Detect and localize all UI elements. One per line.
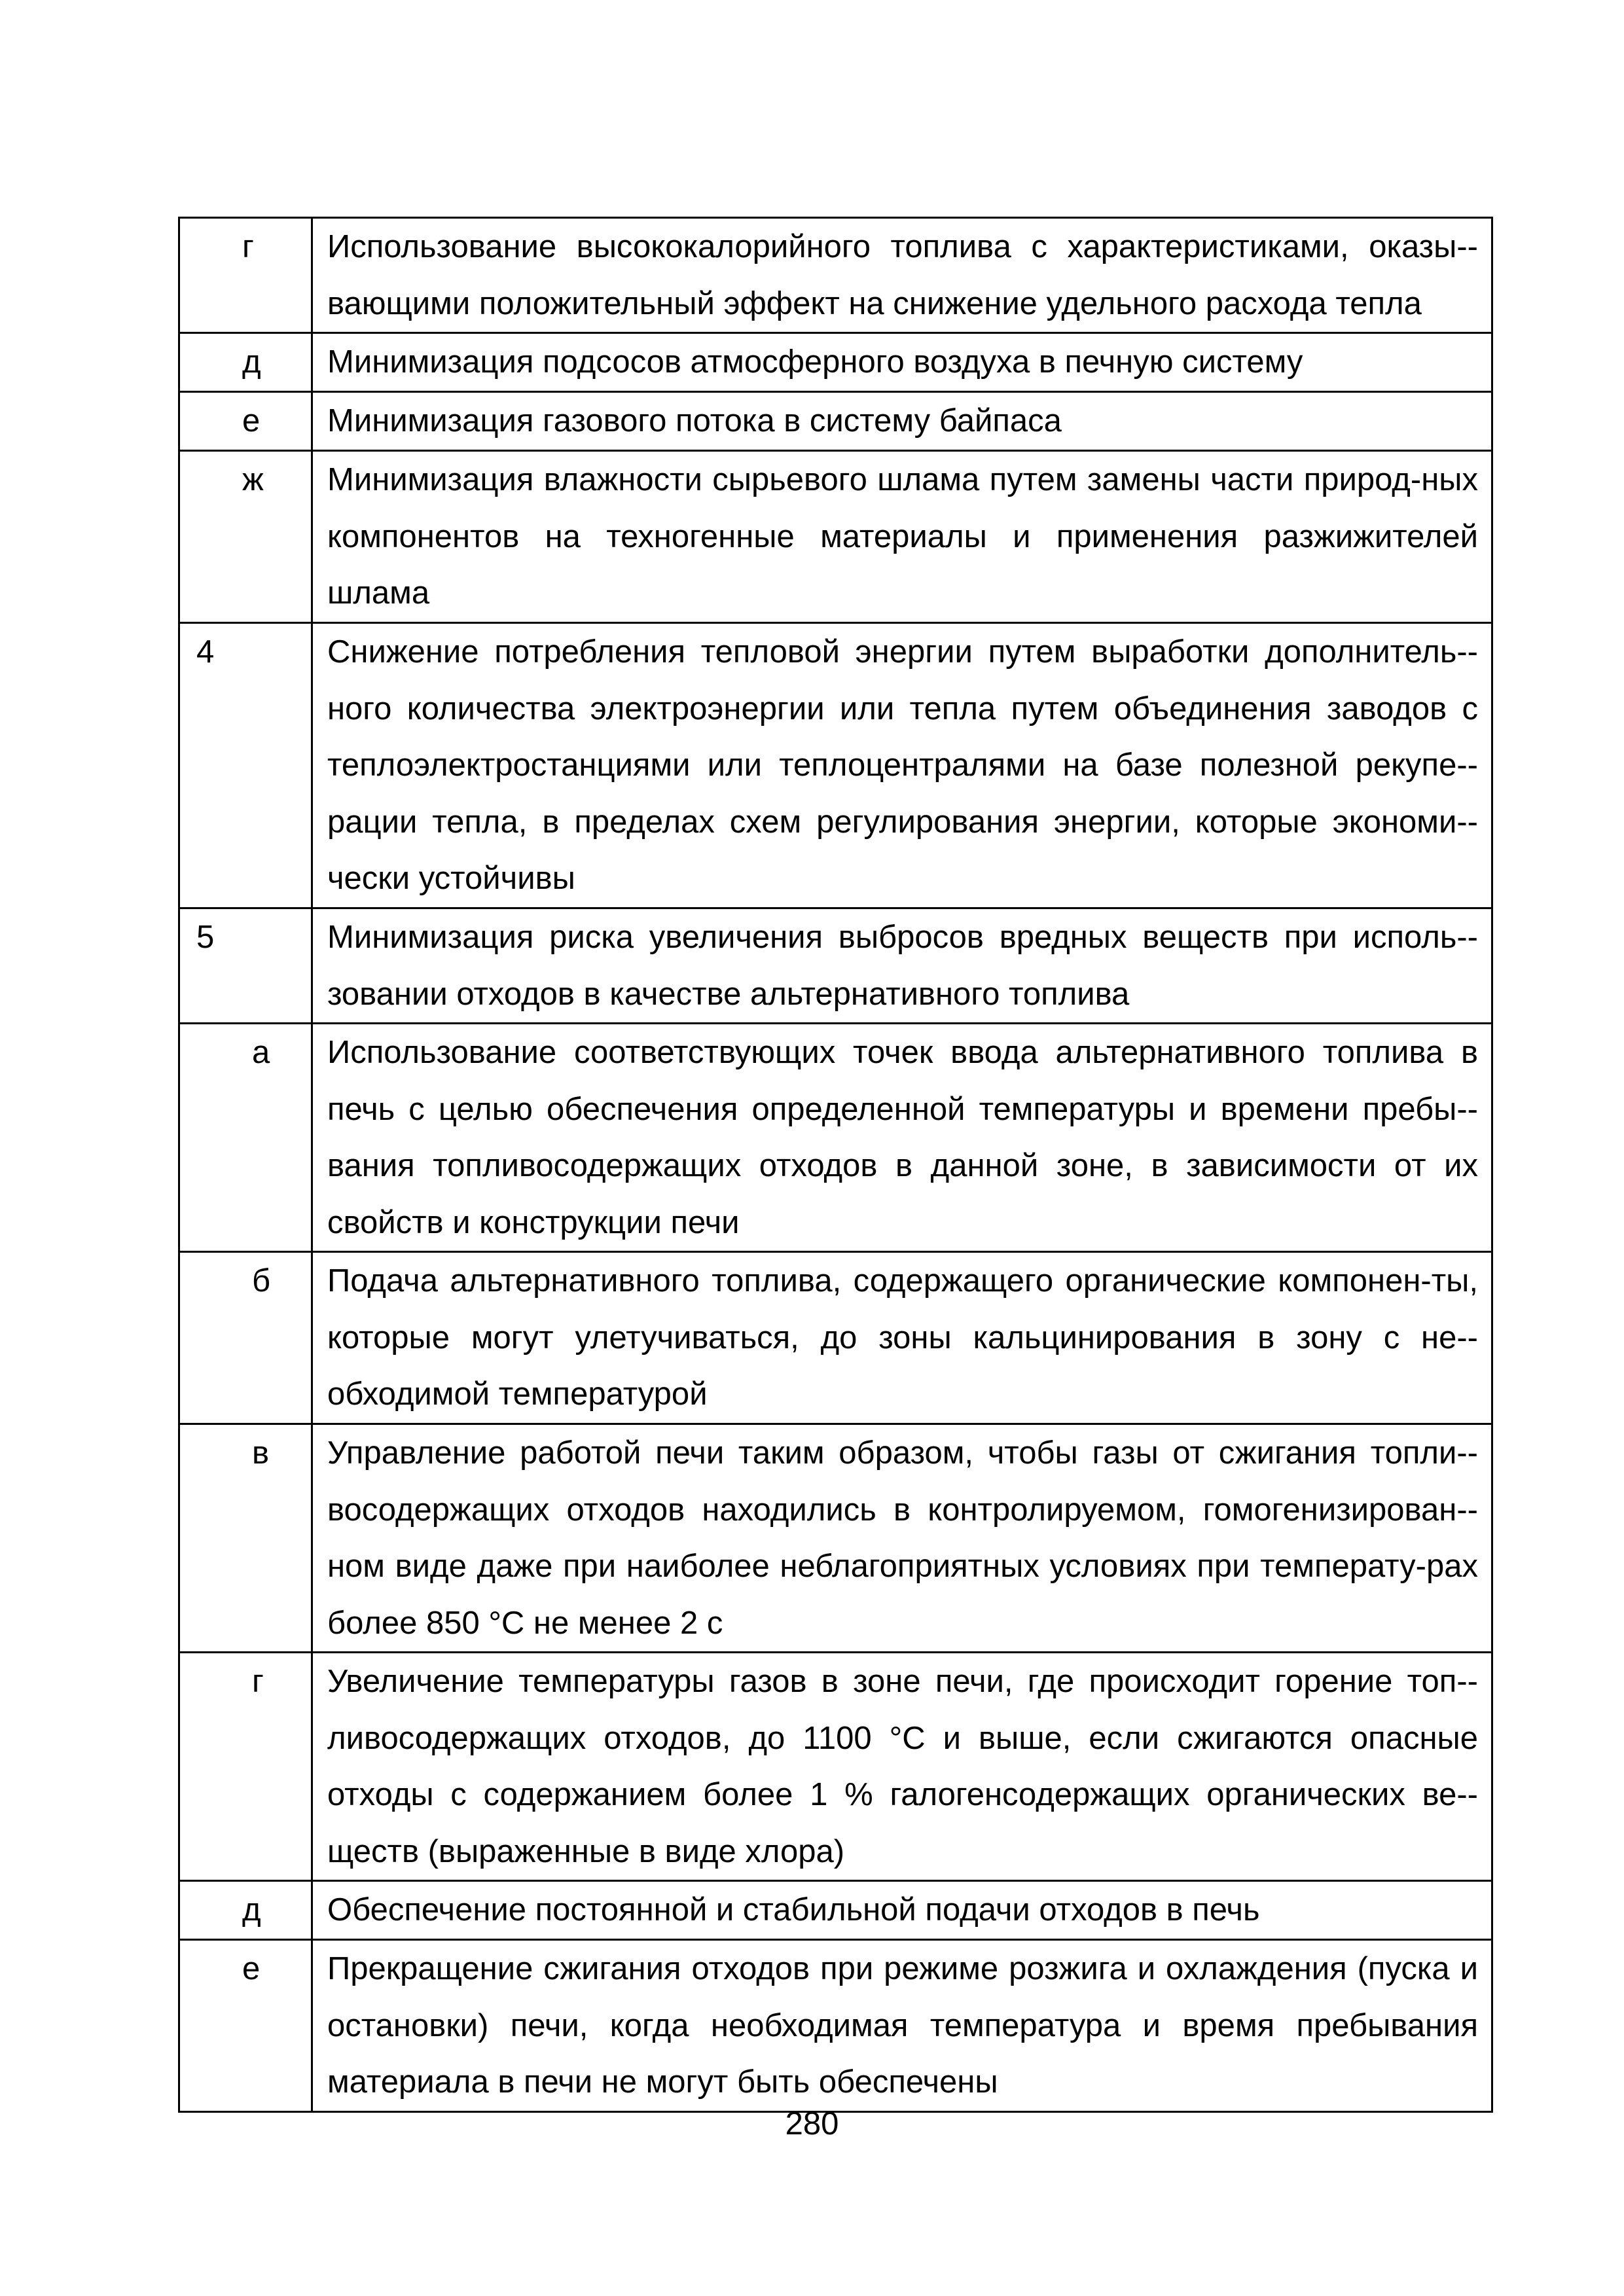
- row-number: е: [242, 1951, 261, 1986]
- row-number: в: [252, 1435, 270, 1471]
- row-text-cell: Использование высококалорийного топлива с характеристиками, оказы-вающими положительный эффект на снижение удельного расхода тепла: [312, 218, 1492, 333]
- row-number: а: [252, 1035, 270, 1070]
- table-row: [179, 1940, 1492, 2112]
- table-row: [179, 392, 1492, 451]
- table-row: [179, 451, 1492, 623]
- table-row: [179, 218, 1492, 333]
- row-number-cell: [179, 1940, 312, 2112]
- row-text-cell: Использование соответствующих точек ввода альтернативного топлива в печь с целью обеспечения определенной температуры и времени пребы-вания топливосодержащих отходов в данной зоне, в зависимости от их свойств и конструкции печи: [312, 1024, 1492, 1252]
- row-text-cell: Минимизация газового потока в систему байпаса: [312, 392, 1492, 451]
- row-number-cell: [179, 1653, 312, 1881]
- row-text-cell: Увеличение температуры газов в зоне печи, где происходит горение топ-ливосодержащих отходов, до 1100 °С и выше, если сжигаются опасные отходы с содержанием более 1 % галогенсодержащих органических ве-ществ (выраженные в виде хлора): [312, 1653, 1492, 1881]
- row-number-cell: [179, 1881, 312, 1940]
- row-number-cell: [179, 1024, 312, 1252]
- row-text-cell: Управление работой печи таким образом, чтобы газы от сжигания топли-восодержащих отходов находились в контролируемом, гомогенизирован-ном виде даже при наиболее неблагоприятных условиях при температу-рах более 850 °С не менее 2 с: [312, 1424, 1492, 1653]
- row-number: г: [252, 1664, 264, 1699]
- row-number: д: [242, 344, 261, 380]
- row-number-cell: [179, 333, 312, 392]
- row-number-cell: [179, 218, 312, 333]
- row-text-cell: Минимизация риска увеличения выбросов вредных веществ при исполь-зовании отходов в качестве альтернативного топлива: [312, 908, 1492, 1024]
- row-number: е: [242, 403, 261, 439]
- row-number: ж: [242, 462, 264, 497]
- row-number: 5: [196, 920, 215, 955]
- row-number: г: [242, 229, 254, 264]
- row-number: д: [242, 1892, 261, 1928]
- table-row: [179, 1424, 1492, 1653]
- table-row: [179, 1024, 1492, 1252]
- table-row: [179, 1252, 1492, 1424]
- row-number-cell: [179, 1252, 312, 1424]
- row-number: 4: [196, 634, 215, 670]
- table-row: [179, 908, 1492, 1024]
- row-text-cell: Подача альтернативного топлива, содержащего органические компонен-ты, которые могут улетучиваться, до зоны кальцинирования в зону с не-обходимой температурой: [312, 1252, 1492, 1424]
- measures-table: [178, 217, 1493, 2113]
- table-row: [179, 1653, 1492, 1881]
- row-number-cell: [179, 1424, 312, 1653]
- table-row: [179, 1881, 1492, 1940]
- row-number: б: [252, 1263, 271, 1299]
- table-row: [179, 333, 1492, 392]
- row-number-cell: [179, 908, 312, 1024]
- row-number-cell: [179, 451, 312, 623]
- row-text-cell: Снижение потребления тепловой энергии путем выработки дополнитель-ного количества электроэнергии или тепла путем объединения заводов с теплоэлектростанциями или теплоцентралями на базе полезной рекупе-рации тепла, в пределах схем регулирования энергии, которые экономи-чески устойчивы: [312, 623, 1492, 908]
- row-text-cell: Обеспечение постоянной и стабильной подачи отходов в печь: [312, 1881, 1492, 1940]
- table-row: [179, 623, 1492, 908]
- row-text-cell: Минимизация влажности сырьевого шлама путем замены части природ-ных компонентов на техногенные материалы и применения разжижителей шлама: [312, 451, 1492, 623]
- page-number: 280: [785, 2106, 839, 2142]
- row-text-cell: Прекращение сжигания отходов при режиме розжига и охлаждения (пуска и остановки) печи, когда необходимая температура и время пребывания материала в печи не могут быть обеспечены: [312, 1940, 1492, 2112]
- row-text-cell: Минимизация подсосов атмосферного воздуха в печную систему: [312, 333, 1492, 392]
- row-number-cell: [179, 392, 312, 451]
- row-number-cell: [179, 623, 312, 908]
